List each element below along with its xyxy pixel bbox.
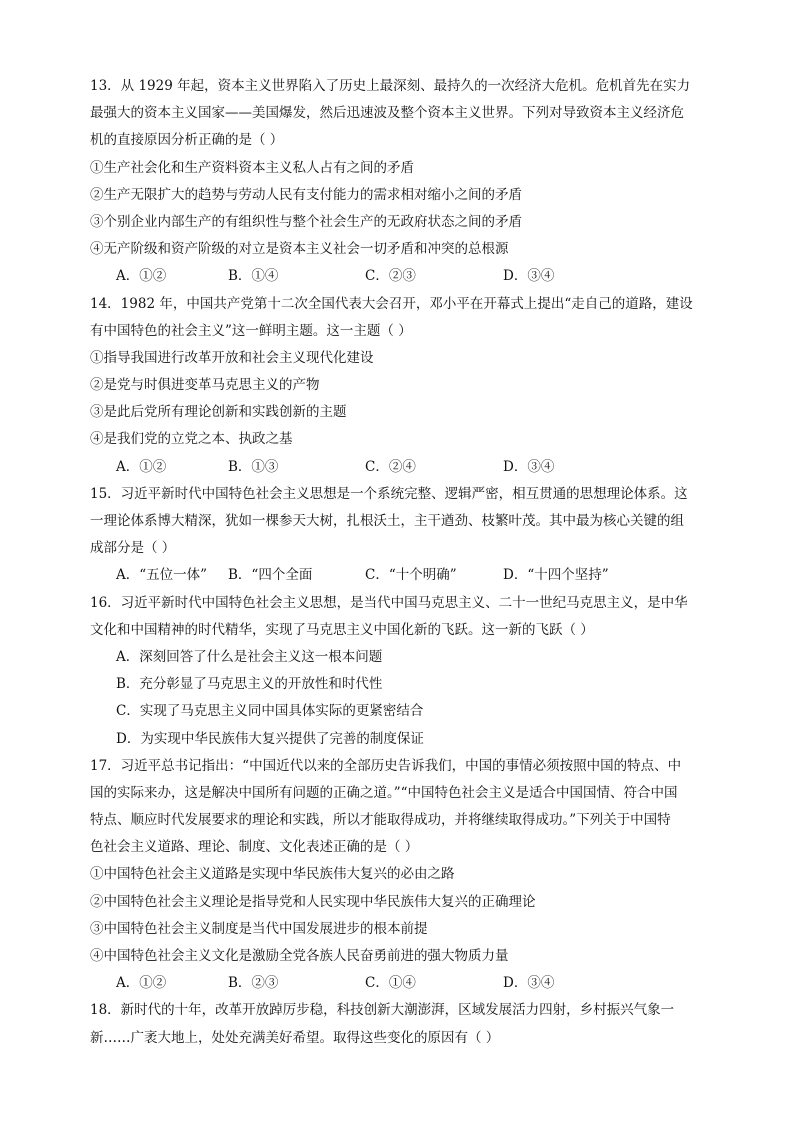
statement-item: ④是我们党的立党之本、执政之基 bbox=[90, 431, 293, 448]
option-b: B．②③ bbox=[228, 975, 279, 992]
document-body bbox=[90, 73, 710, 1052]
option-c: C．①④ bbox=[365, 975, 416, 992]
question-text-line: 最强大的资本主义国家——美国爆发，然后迅速波及整个资本主义世界。下列对导致资本主义经济危 bbox=[90, 105, 684, 122]
option-c: C．实现了马克思主义同中国具体实际的更紧密结合 bbox=[116, 703, 424, 720]
option-d: D．③④ bbox=[503, 458, 555, 475]
question-text-line: 有中国特色的社会主义”这一鲜明主题。这一主题（ ） bbox=[90, 322, 412, 339]
statement-item: ③个别企业内部生产的有组织性与整个社会生产的无政府状态之间的矛盾 bbox=[90, 213, 522, 230]
option-d: D．为实现中华民族伟大复兴提供了完善的制度保证 bbox=[116, 730, 424, 747]
question-18 bbox=[90, 997, 710, 1051]
question-text-line: 文化和中国精神的时代精华，实现了马克思主义中国化新的飞跃。这一新的飞跃（ ） bbox=[90, 621, 594, 638]
option-a: A．深刻回答了什么是社会主义这一根本问题 bbox=[116, 648, 383, 665]
question-15 bbox=[90, 481, 710, 590]
question-text-line: 18．新时代的十年，改革开放踔厉步稳，科技创新大潮澎湃，区域发展活力四射，乡村振兴气象一 bbox=[90, 1002, 675, 1019]
question-text-line: 成部分是（ ） bbox=[90, 540, 176, 557]
statement-item: ③中国特色社会主义制度是当代中国发展进步的根本前提 bbox=[90, 920, 428, 937]
question-text-line: 16．习近平新时代中国特色社会主义思想，是当代中国马克思主义、二十一世纪马克思主义，是中华 bbox=[90, 594, 688, 611]
question-text-line: 国的实际来办，这是解决中国所有问题的正确之道。”“中国特色社会主义是适合中国国情、符合中国 bbox=[90, 784, 678, 801]
answer-options bbox=[90, 970, 710, 997]
statement-item: ③是此后党所有理论创新和实践创新的主题 bbox=[90, 404, 347, 421]
statement-item: ①指导我国进行改革开放和社会主义现代化建设 bbox=[90, 349, 374, 366]
option-c: C．②③ bbox=[365, 268, 416, 285]
question-text-line: 15．习近平新时代中国特色社会主义思想是一个系统完整、逻辑严密，相互贯通的思想理论体系。这 bbox=[90, 485, 688, 502]
statement-item: ②中国特色社会主义理论是指导党和人民实现中华民族伟大复兴的正确理论 bbox=[90, 893, 536, 910]
option-d: D．③④ bbox=[503, 975, 555, 992]
statement-item: ①生产社会化和生产资料资本主义私人占有之间的矛盾 bbox=[90, 159, 414, 176]
statement-item: ④无产阶级和资产阶级的对立是资本主义社会一切矛盾和冲突的总根源 bbox=[90, 241, 509, 258]
option-b: B．充分彰显了马克思主义的开放性和时代性 bbox=[116, 676, 383, 693]
option-a: A．①② bbox=[116, 975, 167, 992]
question-17 bbox=[90, 753, 710, 998]
option-c: C．②④ bbox=[365, 458, 416, 475]
answer-options bbox=[90, 263, 710, 290]
question-text-line: 17．习近平总书记指出：“中国近代以来的全部历史告诉我们，中国的事情必须按照中国的特点、中 bbox=[90, 757, 682, 774]
option-b: B．①④ bbox=[228, 268, 279, 285]
statement-item: ②生产无限扩大的趋势与劳动人民有支付能力的需求相对缩小之间的矛盾 bbox=[90, 186, 522, 203]
option-d: D．③④ bbox=[503, 268, 555, 285]
statement-item: ④中国特色社会主义文化是激励全党各族人民奋勇前进的强大物质力量 bbox=[90, 948, 509, 964]
question-14 bbox=[90, 291, 710, 481]
option-b: B．“四个全面 bbox=[228, 567, 313, 584]
question-text-line: 机的直接原因分析正确的是（ ） bbox=[90, 132, 284, 149]
question-text-line: 一理论体系博大精深，犹如一棵参天大树，扎根沃土，主干遒劲、枝繁叶茂。其中最为核心关键的组 bbox=[90, 513, 684, 529]
option-a: A．“五位一体” bbox=[116, 567, 208, 584]
answer-options bbox=[90, 562, 710, 589]
option-d: D．“十四个坚持” bbox=[503, 567, 609, 584]
answer-options bbox=[90, 454, 710, 481]
question-16 bbox=[90, 590, 710, 753]
question-text-line: 新……广袤大地上，处处充满美好希望。取得这些变化的原因有（ ） bbox=[90, 1029, 500, 1046]
question-text-line: 特点、顺应时代发展要求的理论和实践，所以才能取得成功，并将继续取得成功。”下列关于中国特 bbox=[90, 812, 671, 829]
question-text-line: 色社会主义道路、理论、制度、文化表述正确的是（ ） bbox=[90, 839, 419, 856]
statement-item: ②是党与时俱进变革马克思主义的产物 bbox=[90, 377, 320, 394]
statement-item: ①中国特色社会主义道路是实现中华民族伟大复兴的必由之路 bbox=[90, 866, 455, 883]
option-a: A．①② bbox=[116, 458, 167, 475]
question-text-line: 14．1982 年，中国共产党第十二次全国代表大会召开，邓小平在开幕式上提出“走自己的道路，建设 bbox=[90, 295, 693, 312]
option-b: B．①③ bbox=[228, 458, 279, 475]
question-13 bbox=[90, 73, 710, 291]
option-c: C．“十个明确” bbox=[365, 567, 457, 584]
question-text-line: 13．从 1929 年起，资本主义世界陷入了历史上最深刻、最持久的一次经济大危机。危机首先在实力 bbox=[90, 78, 691, 94]
option-a: A．①② bbox=[116, 268, 167, 285]
